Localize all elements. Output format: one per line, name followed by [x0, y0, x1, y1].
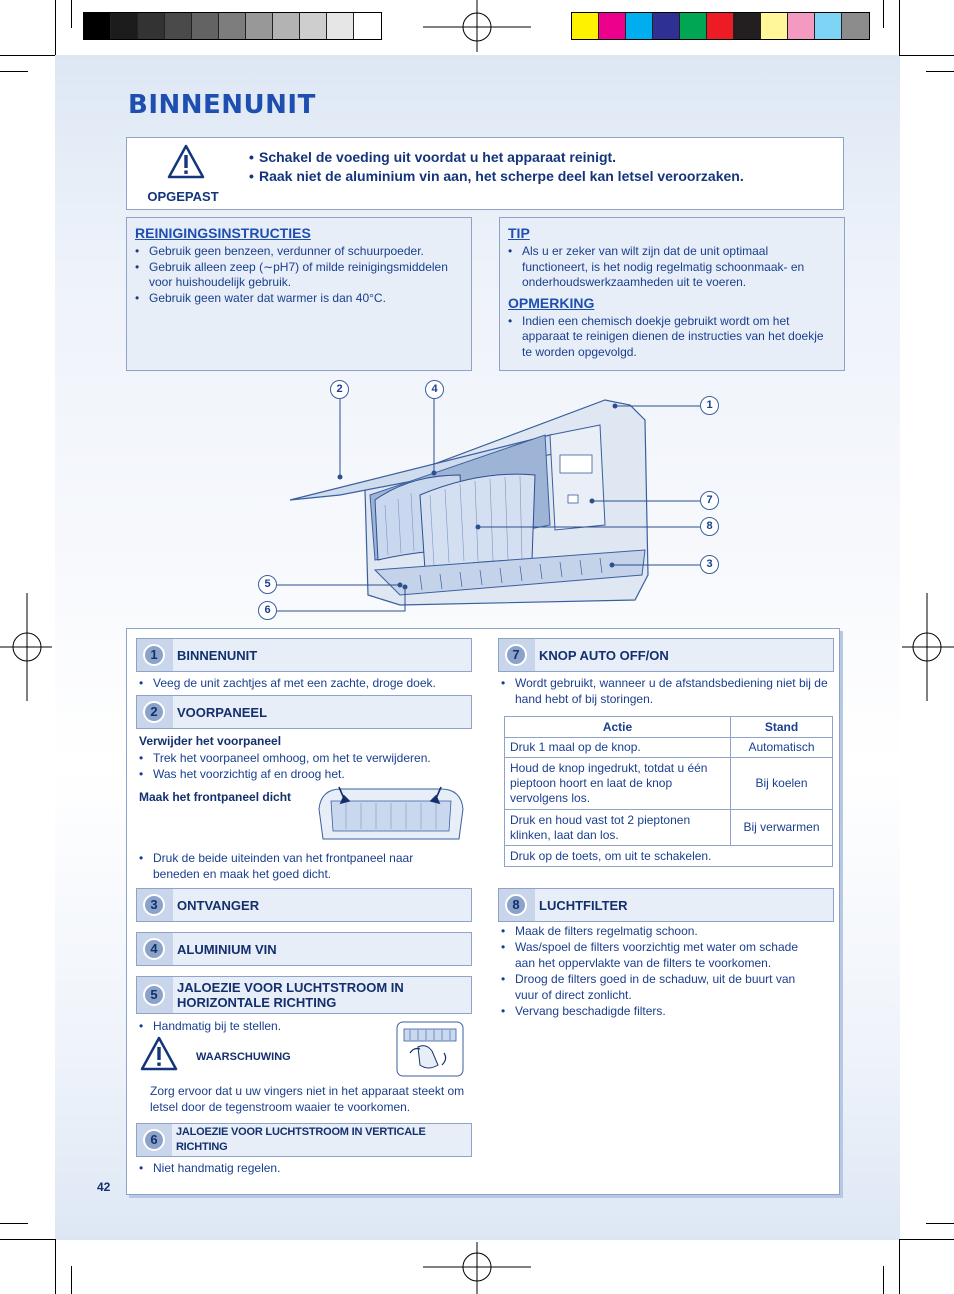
page-title: BINNENUNIT [128, 90, 316, 120]
section-number: 2 [143, 701, 165, 723]
color-swatch [219, 13, 246, 39]
grey-scale-bar [83, 12, 382, 40]
registration-mark-right [902, 593, 954, 701]
warning-text: Zorg ervoor dat u uw vingers niet in het apparaat steekt om letsel door de tegenstroom waaier te voorkomen. [150, 1084, 465, 1114]
caution-item: • Schakel de voeding uit voordat u het apparaat reinigt. [249, 148, 839, 167]
tip-box [499, 217, 845, 371]
front-panel-illustration [311, 781, 471, 851]
warning-triangle-icon [167, 144, 205, 180]
warning-label: WAARSCHUWING [196, 1051, 291, 1063]
table-cell: Druk op de toets, om uit te schakelen. [505, 846, 833, 867]
crop-mark-line [71, 0, 72, 28]
caution-item: • Raak niet de aluminium vin aan, het scherpe deel kan letsel veroorzaken. [249, 167, 839, 186]
callout-5: 5 [258, 575, 277, 594]
table-row [505, 846, 833, 867]
section-7-list [501, 675, 831, 707]
section-1-list [139, 675, 469, 691]
table-cell: Houd de knop ingedrukt, totdat u één pieptoon hoort en laat de knop vervolgens los. [505, 758, 731, 810]
section-number: 5 [143, 984, 165, 1006]
section-7-header [498, 638, 834, 672]
callout-8: 8 [700, 517, 719, 536]
registration-mark-top [423, 0, 531, 52]
color-swatch [327, 13, 354, 39]
section-label: VOORPANEEL [177, 704, 268, 720]
color-swatch [572, 13, 599, 39]
callout-3: 3 [700, 555, 719, 574]
color-swatch [707, 13, 734, 39]
crop-mark-line [899, 1239, 900, 1294]
caution-list [249, 148, 839, 186]
list-item: • Droog de filters goed in de schaduw, uit de buurt van vuur of direct zonlicht. [501, 971, 817, 1003]
tip-item: • Als u er zeker van wilt zijn dat de unit optimaal functioneert, is het nodig regelmatig schoonmaak- en onderhoudswerkzaamheden uit te voeren. [508, 244, 836, 291]
crop-mark-line [0, 1239, 55, 1240]
parts-description-panel [126, 628, 840, 1195]
table-row [505, 738, 833, 758]
color-swatch [788, 13, 815, 39]
color-swatch [815, 13, 842, 39]
section-number: 8 [505, 894, 527, 916]
crop-mark-line [55, 0, 56, 55]
section-number: 1 [143, 644, 165, 666]
callout-4: 4 [425, 380, 444, 399]
auto-button-table [504, 716, 833, 867]
page-number: 42 [97, 1180, 111, 1194]
close-panel-heading: Maak het frontpaneel dicht [139, 790, 292, 804]
section-4-header [136, 932, 472, 966]
caution-label: OPGEPAST [147, 189, 219, 204]
caution-box [126, 137, 844, 210]
crop-mark-line [899, 0, 900, 55]
list-item: • Was het voorzichtig af en droog het. [139, 766, 469, 782]
cleaning-item: • Gebruik geen benzeen, verdunner of schuurpoeder. [135, 244, 463, 260]
color-swatch [84, 13, 111, 39]
section-6-header [136, 1123, 472, 1157]
callout-6: 6 [258, 601, 277, 620]
color-swatch [246, 13, 273, 39]
registration-mark-bottom [423, 1242, 531, 1294]
section-5-header [136, 976, 472, 1014]
color-swatch [653, 13, 680, 39]
cleaning-item: • Gebruik geen water dat warmer is dan 40°C. [135, 291, 463, 307]
crop-mark-line [926, 71, 954, 72]
callout-1: 1 [700, 396, 719, 415]
louver-adjust-icon [396, 1021, 464, 1077]
table-row [505, 758, 833, 810]
section-1-header [136, 638, 472, 672]
tip-title: TIP [508, 225, 530, 241]
list-item: • Was/spoel de filters voorzichtig met water om schade aan het oppervlakte van de filters te voorkomen. [501, 939, 817, 971]
color-swatch [680, 13, 707, 39]
table-header: Stand [731, 717, 833, 738]
section-2-list-2 [139, 850, 449, 882]
crop-mark-line [883, 0, 884, 28]
color-swatch [599, 13, 626, 39]
section-3-header [136, 888, 472, 922]
color-swatch [354, 13, 381, 39]
color-swatch [165, 13, 192, 39]
section-label: JALOEZIE VOOR LUCHTSTROOM IN VERTICALE RICHTING [175, 1126, 426, 1153]
crop-mark-line [926, 1223, 954, 1224]
table-header-row [505, 717, 833, 738]
list-item: • Maak de filters regelmatig schoon. [501, 923, 817, 939]
callout-2: 2 [330, 380, 349, 399]
list-item: • Niet handmatig regelen. [139, 1160, 469, 1176]
section-number: 7 [505, 644, 527, 666]
section-label: ONTVANGER [177, 897, 260, 913]
list-item: • Vervang beschadigde filters. [501, 1003, 817, 1019]
color-swatch [734, 13, 761, 39]
list-item: • Wordt gebruikt, wanneer u de afstandsbediening niet bij de hand hebt of bij storingen. [501, 675, 831, 707]
table-row [505, 810, 833, 846]
color-swatch [111, 13, 138, 39]
color-swatch [192, 13, 219, 39]
color-swatch [300, 13, 327, 39]
table-cell: Druk 1 maal op de knop. [505, 738, 731, 758]
color-swatch [626, 13, 653, 39]
table-header: Actie [505, 717, 731, 738]
section-8-list [501, 923, 817, 1019]
section-8-header [498, 888, 834, 922]
table-cell: Automatisch [731, 738, 833, 758]
crop-mark-line [0, 71, 28, 72]
list-item: • Handmatig bij te stellen. [139, 1018, 379, 1034]
list-item: • Druk de beide uiteinden van het frontpaneel naar beneden en maak het goed dicht. [139, 850, 449, 882]
list-item: • Veeg de unit zachtjes af met een zachte, droge doek. [139, 675, 469, 691]
color-swatch [842, 13, 869, 39]
crop-mark-line [0, 55, 55, 56]
callout-7: 7 [700, 491, 719, 510]
crop-mark-line [0, 1223, 28, 1224]
warning-triangle-icon [140, 1036, 178, 1072]
crop-mark-line [899, 55, 954, 56]
section-label: BINNENUNIT [177, 647, 258, 663]
section-label: LUCHTFILTER [539, 897, 628, 913]
section-5-list [139, 1018, 379, 1034]
crop-mark-line [71, 1266, 72, 1294]
crop-mark-line [55, 1239, 56, 1294]
table-cell: Bij koelen [731, 758, 833, 810]
indoor-unit-diagram [250, 375, 730, 625]
cleaning-title: REINIGINGSINSTRUCTIES [135, 225, 311, 241]
section-label: KNOP AUTO OFF/ON [539, 647, 669, 663]
note-title: OPMERKING [508, 294, 595, 311]
section-number: 6 [143, 1129, 165, 1151]
section-number: 3 [143, 894, 165, 916]
list-item: • Trek het voorpaneel omhoog, om het te verwijderen. [139, 750, 469, 766]
crop-mark-line [899, 1239, 954, 1240]
indoor-unit-illustration [250, 375, 730, 625]
cleaning-item: • Gebruik alleen zeep (∼pH7) of milde reinigingsmiddelen voor huishoudelijk gebruik. [135, 260, 463, 291]
cleaning-list [135, 244, 463, 306]
section-2-header [136, 695, 472, 729]
color-swatch [273, 13, 300, 39]
table-cell: Bij verwarmen [731, 810, 833, 846]
registration-mark-left [0, 593, 52, 701]
crop-mark-line [883, 1266, 884, 1294]
tip-list [508, 244, 836, 291]
section-6-list [139, 1160, 469, 1176]
section-label: JALOEZIE VOOR LUCHTSTROOM IN HORIZONTALE RICHTING [177, 980, 404, 1010]
note-item: • Indien een chemisch doekje gebruikt wordt om het apparaat te reinigen dienen de instructies van het doekje te worden opgevolgd. [508, 314, 836, 361]
cleaning-instructions-box [126, 217, 472, 371]
remove-panel-heading: Verwijder het voorpaneel [139, 734, 282, 748]
note-list [508, 314, 836, 361]
color-calibration-bar [571, 12, 870, 40]
section-label: ALUMINIUM VIN [177, 941, 277, 957]
color-swatch [138, 13, 165, 39]
table-cell: Druk en houd vast tot 2 pieptonen klinken, laat dan los. [505, 810, 731, 846]
color-swatch [761, 13, 788, 39]
section-number: 4 [143, 938, 165, 960]
section-2-list-1 [139, 750, 469, 782]
